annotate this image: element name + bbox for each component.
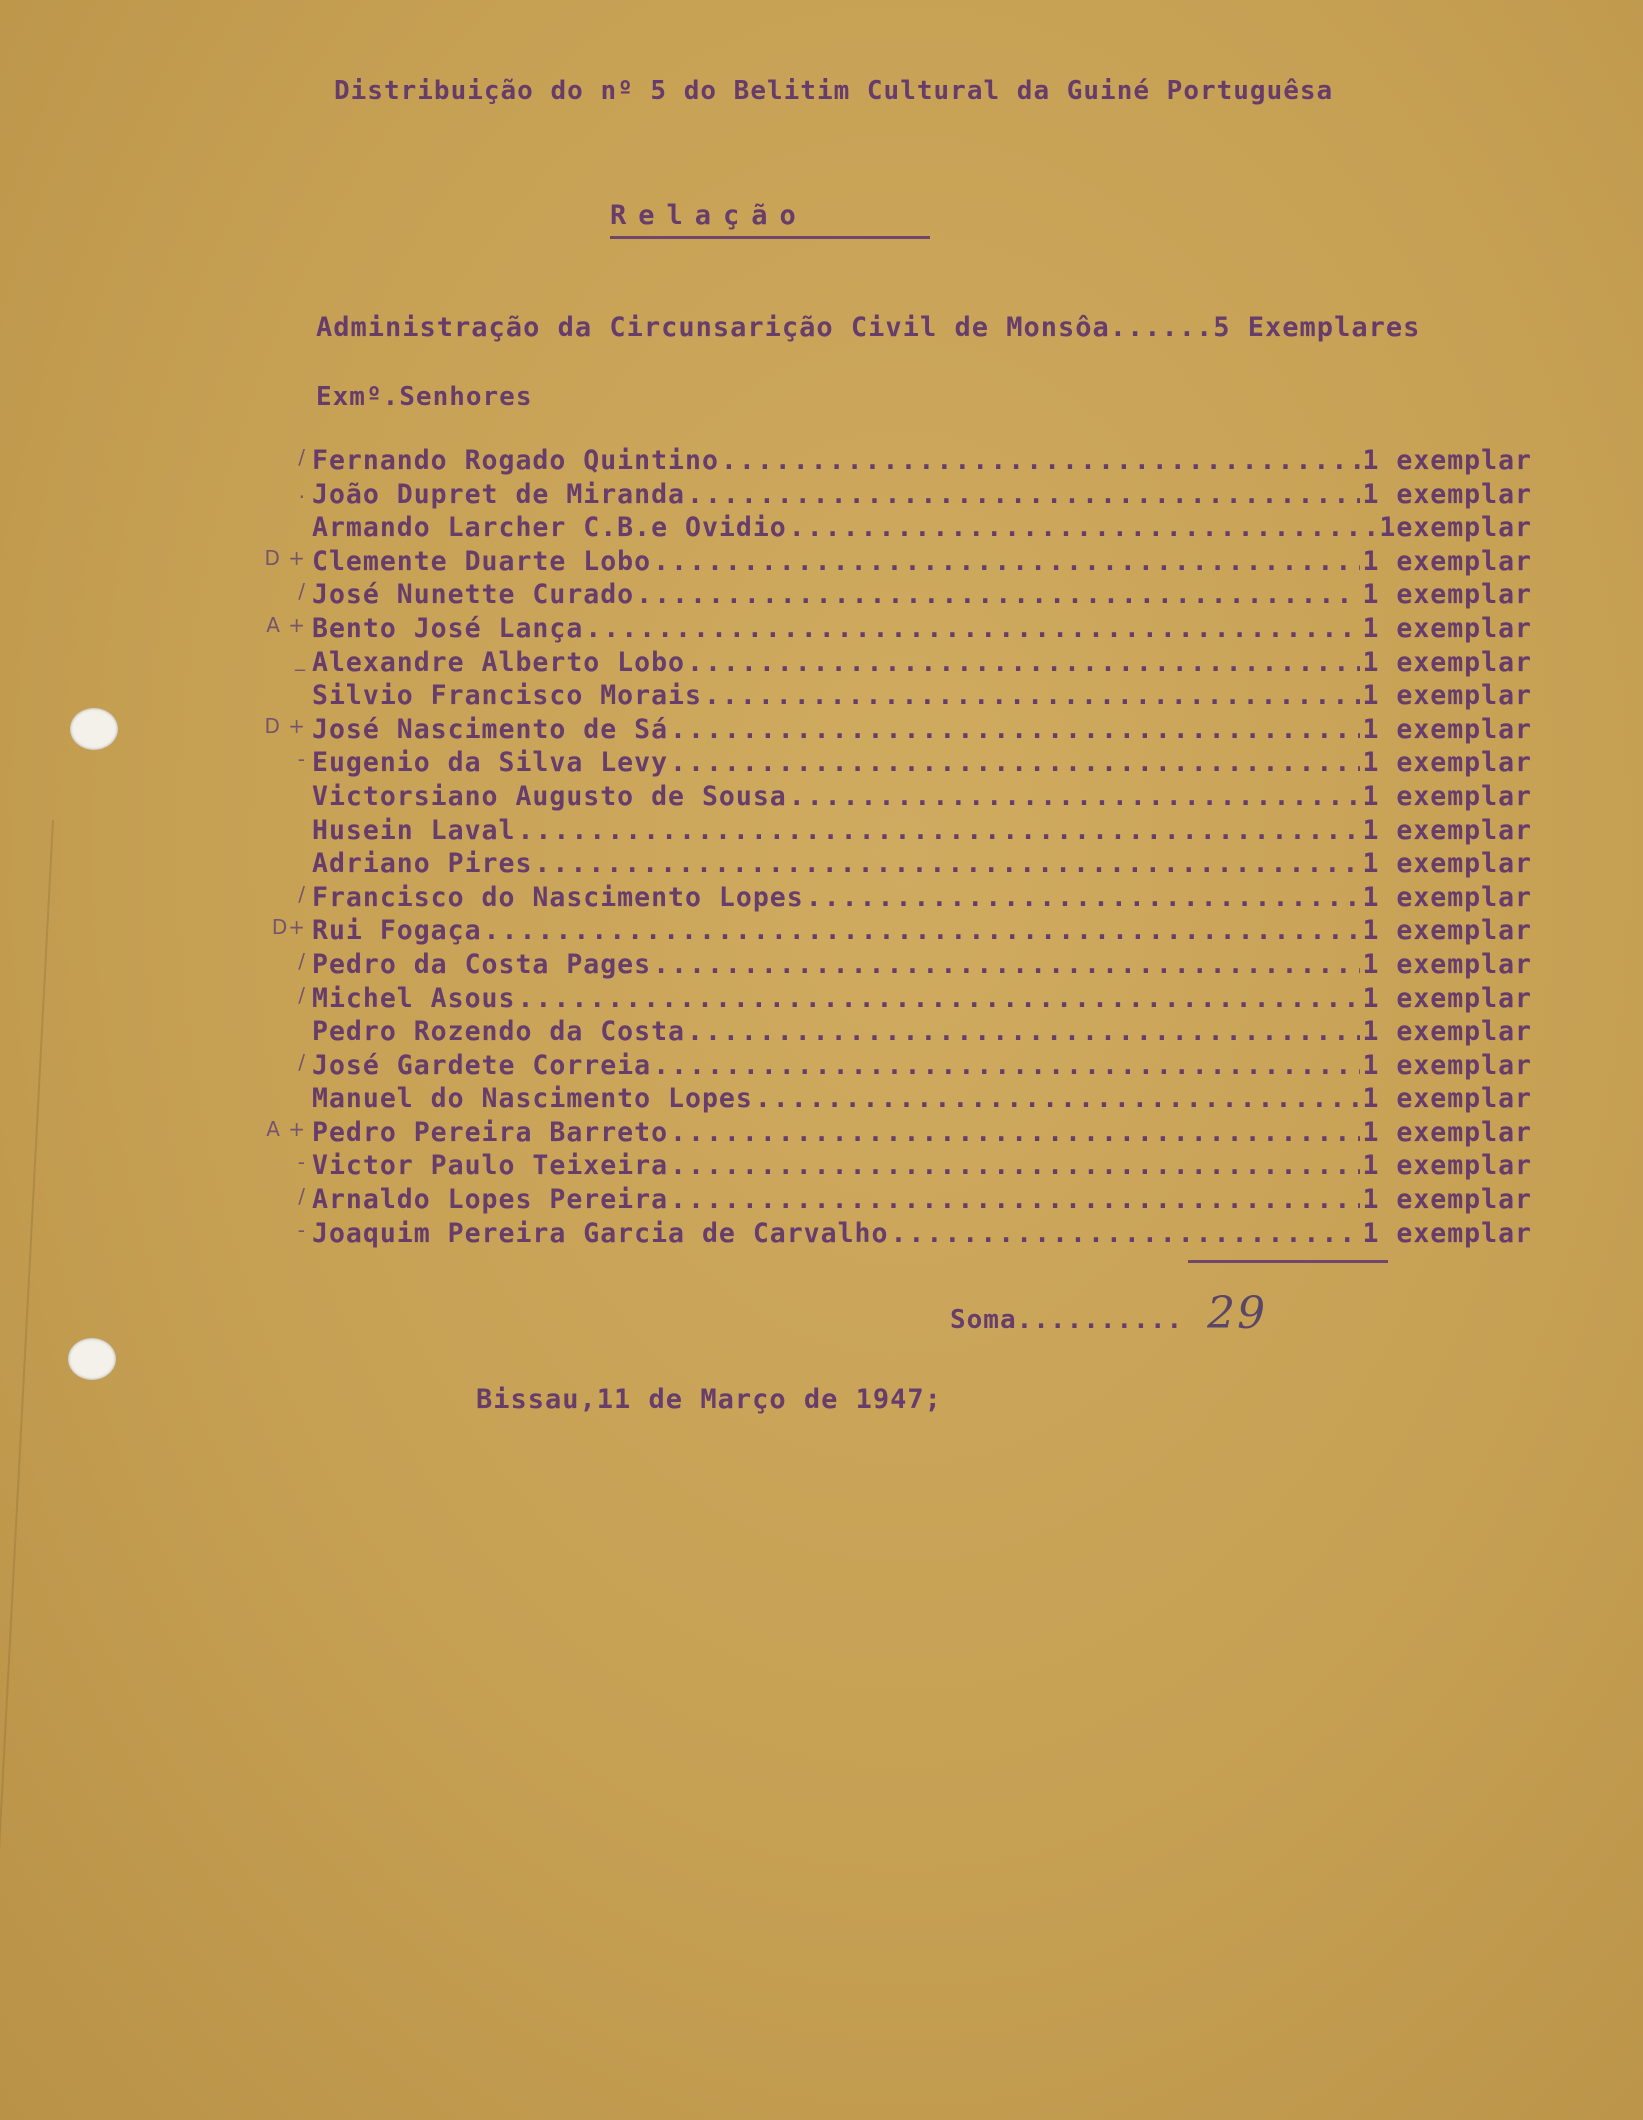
recipient-check-mark: / [298, 1049, 306, 1074]
recipient-name: Pedro Pereira Barreto [312, 1116, 669, 1148]
recipient-name: Eugenio da Silva Levy [312, 747, 669, 779]
title-underline [610, 236, 930, 239]
recipient-list [264, 445, 1532, 1251]
recipient-quantity: 1 exemplar [1362, 948, 1532, 980]
recipient-name: José Nunette Curado [312, 579, 635, 611]
recipient-row [297, 747, 1532, 781]
recipient-name: Victor Paulo Teixeira [312, 1150, 669, 1182]
recipient-row [297, 1217, 1532, 1252]
recipient-row [266, 1116, 1532, 1151]
dot-leader [653, 949, 1360, 980]
dot-leader [670, 1184, 1360, 1215]
recipient-row [295, 646, 1532, 681]
sum-value-handwritten: 29 [1207, 1288, 1268, 1339]
recipient-check-mark: A + [266, 1116, 306, 1141]
dot-leader [636, 579, 1360, 610]
recipient-row [266, 612, 1532, 647]
recipient-row [298, 445, 1532, 479]
dot-leader [653, 1050, 1360, 1081]
recipient-quantity: 1 exemplar [1362, 478, 1532, 510]
recipient-name: Joaquim Pereira Garcia de Carvalho [312, 1217, 889, 1249]
recipient-row [264, 713, 1532, 748]
recipient-check-mark: / [298, 579, 306, 604]
dot-leader [789, 781, 1361, 812]
recipient-name: Francisco do Nascimento Lopes [312, 881, 804, 913]
recipient-row [298, 478, 1532, 513]
dot-leader [670, 1150, 1360, 1181]
recipient-name: Victorsiano Augusto de Sousa [312, 780, 787, 812]
recipient-quantity: 1 exemplar [1362, 680, 1532, 712]
recipient-check-mark: / [298, 445, 306, 469]
recipient-quantity: 1 exemplar [1362, 1184, 1532, 1216]
recipient-check-mark: - [297, 1217, 306, 1242]
paper-fold [0, 820, 54, 2118]
recipient-quantity: 1 exemplar [1362, 1217, 1532, 1249]
sum-label: Soma.......... [950, 1305, 1184, 1335]
recipient-quantity: 1 exemplar [1362, 848, 1532, 880]
punch-hole-bottom [68, 1338, 116, 1380]
recipient-check-mark: _ [295, 646, 306, 671]
recipient-quantity: 1 exemplar [1362, 915, 1532, 947]
document-title: Relação [610, 200, 808, 231]
recipient-name: Armando Larcher C.B.e Ovidio [312, 512, 787, 544]
recipient-quantity: 1exemplar [1379, 512, 1532, 544]
recipient-check-mark: - [297, 747, 306, 772]
recipient-check-mark: D+ [271, 915, 306, 940]
recipient-row [298, 1184, 1532, 1218]
dot-leader [670, 1117, 1360, 1148]
recipient-check-mark: A + [266, 612, 306, 637]
recipient-row [312, 512, 1532, 546]
recipient-row [312, 1016, 1532, 1050]
recipient-row [312, 815, 1532, 849]
recipient-row [298, 1049, 1532, 1084]
dot-leader [517, 983, 1360, 1014]
dot-leader [534, 848, 1360, 879]
recipient-quantity: 1 exemplar [1362, 1016, 1532, 1048]
dot-leader [755, 1083, 1361, 1114]
dot-leader [704, 680, 1361, 711]
dot-leader [670, 714, 1360, 745]
recipient-quantity: 1 exemplar [1362, 1150, 1532, 1182]
recipient-name: Clemente Duarte Lobo [312, 545, 652, 577]
recipient-check-mark: D + [264, 713, 306, 738]
dot-leader [517, 815, 1360, 846]
recipient-row [298, 579, 1532, 613]
recipient-check-mark: / [298, 948, 306, 973]
sum-underline [1188, 1260, 1388, 1263]
recipient-quantity: 1 exemplar [1362, 1049, 1532, 1081]
recipient-quantity: 1 exemplar [1362, 1116, 1532, 1148]
dot-leader [806, 882, 1361, 913]
recipient-name: Adriano Pires [312, 848, 533, 880]
recipient-name: Pedro da Costa Pages [312, 948, 652, 980]
recipient-quantity: 1 exemplar [1362, 747, 1532, 779]
dot-leader [585, 613, 1360, 644]
sum-line [950, 1288, 1267, 1339]
recipient-row [312, 848, 1532, 882]
recipient-row [312, 1083, 1532, 1117]
recipient-quantity: 1 exemplar [1362, 646, 1532, 678]
dot-leader [789, 512, 1378, 543]
recipient-quantity: 1 exemplar [1362, 780, 1532, 812]
recipient-name: José Nascimento de Sá [312, 713, 669, 745]
recipient-check-mark: - [297, 1150, 306, 1175]
recipient-quantity: 1 exemplar [1362, 445, 1532, 476]
recipient-row [298, 948, 1532, 983]
date-line: Bissau,11 de Março de 1947; [476, 1384, 942, 1415]
recipient-name: Alexandre Alberto Lobo [312, 646, 685, 678]
recipient-quantity: 1 exemplar [1362, 982, 1532, 1014]
recipient-name: Fernando Rogado Quintino [312, 445, 719, 476]
recipient-quantity: 1 exemplar [1362, 545, 1532, 577]
recipient-name: Rui Fogaça [312, 915, 482, 947]
dot-leader [687, 1016, 1360, 1047]
recipient-check-mark: / [298, 982, 306, 1007]
recipient-row [297, 1150, 1532, 1184]
recipient-quantity: 1 exemplar [1362, 612, 1532, 644]
dot-leader [653, 546, 1360, 577]
recipient-row [271, 915, 1532, 949]
recipient-name: João Dupret de Miranda [312, 478, 685, 510]
recipient-name: José Gardete Correia [312, 1049, 652, 1081]
punch-hole-top [70, 708, 118, 750]
recipient-quantity: 1 exemplar [1362, 881, 1532, 913]
recipient-row [264, 545, 1532, 580]
recipient-row [298, 881, 1532, 916]
recipient-row [298, 982, 1532, 1017]
recipient-check-mark: / [298, 1184, 306, 1209]
dot-leader [484, 915, 1361, 946]
dot-leader [670, 747, 1360, 778]
salutation: Exmº.Senhores [316, 382, 533, 412]
recipient-quantity: 1 exemplar [1362, 713, 1532, 745]
recipient-name: Husein Laval [312, 814, 516, 846]
recipient-quantity: 1 exemplar [1362, 1083, 1532, 1115]
administration-line: Administração da Circunsarição Civil de Monsôa......5 Exemplares [316, 312, 1421, 343]
recipient-name: Manuel do Nascimento Lopes [312, 1083, 753, 1115]
recipient-name: Pedro Rozendo da Costa [312, 1016, 685, 1048]
recipient-name: Arnaldo Lopes Pereira [312, 1184, 669, 1216]
dot-leader [721, 445, 1361, 476]
dot-leader [687, 479, 1360, 510]
recipient-check-mark: / [298, 881, 306, 906]
document-heading: Distribuição do nº 5 do Belitim Cultural da Guiné Portuguêsa [334, 76, 1334, 106]
recipient-name: Bento José Lança [312, 612, 584, 644]
recipient-quantity: 1 exemplar [1362, 814, 1532, 846]
recipient-name: Michel Asous [312, 982, 516, 1014]
recipient-quantity: 1 exemplar [1362, 579, 1532, 611]
recipient-name: Silvio Francisco Morais [312, 680, 702, 712]
recipient-check-mark: D + [264, 545, 306, 570]
dot-leader [687, 647, 1360, 678]
dot-leader [890, 1218, 1360, 1249]
recipient-row [312, 781, 1532, 815]
recipient-row [312, 680, 1532, 714]
recipient-check-mark: . [298, 478, 306, 503]
